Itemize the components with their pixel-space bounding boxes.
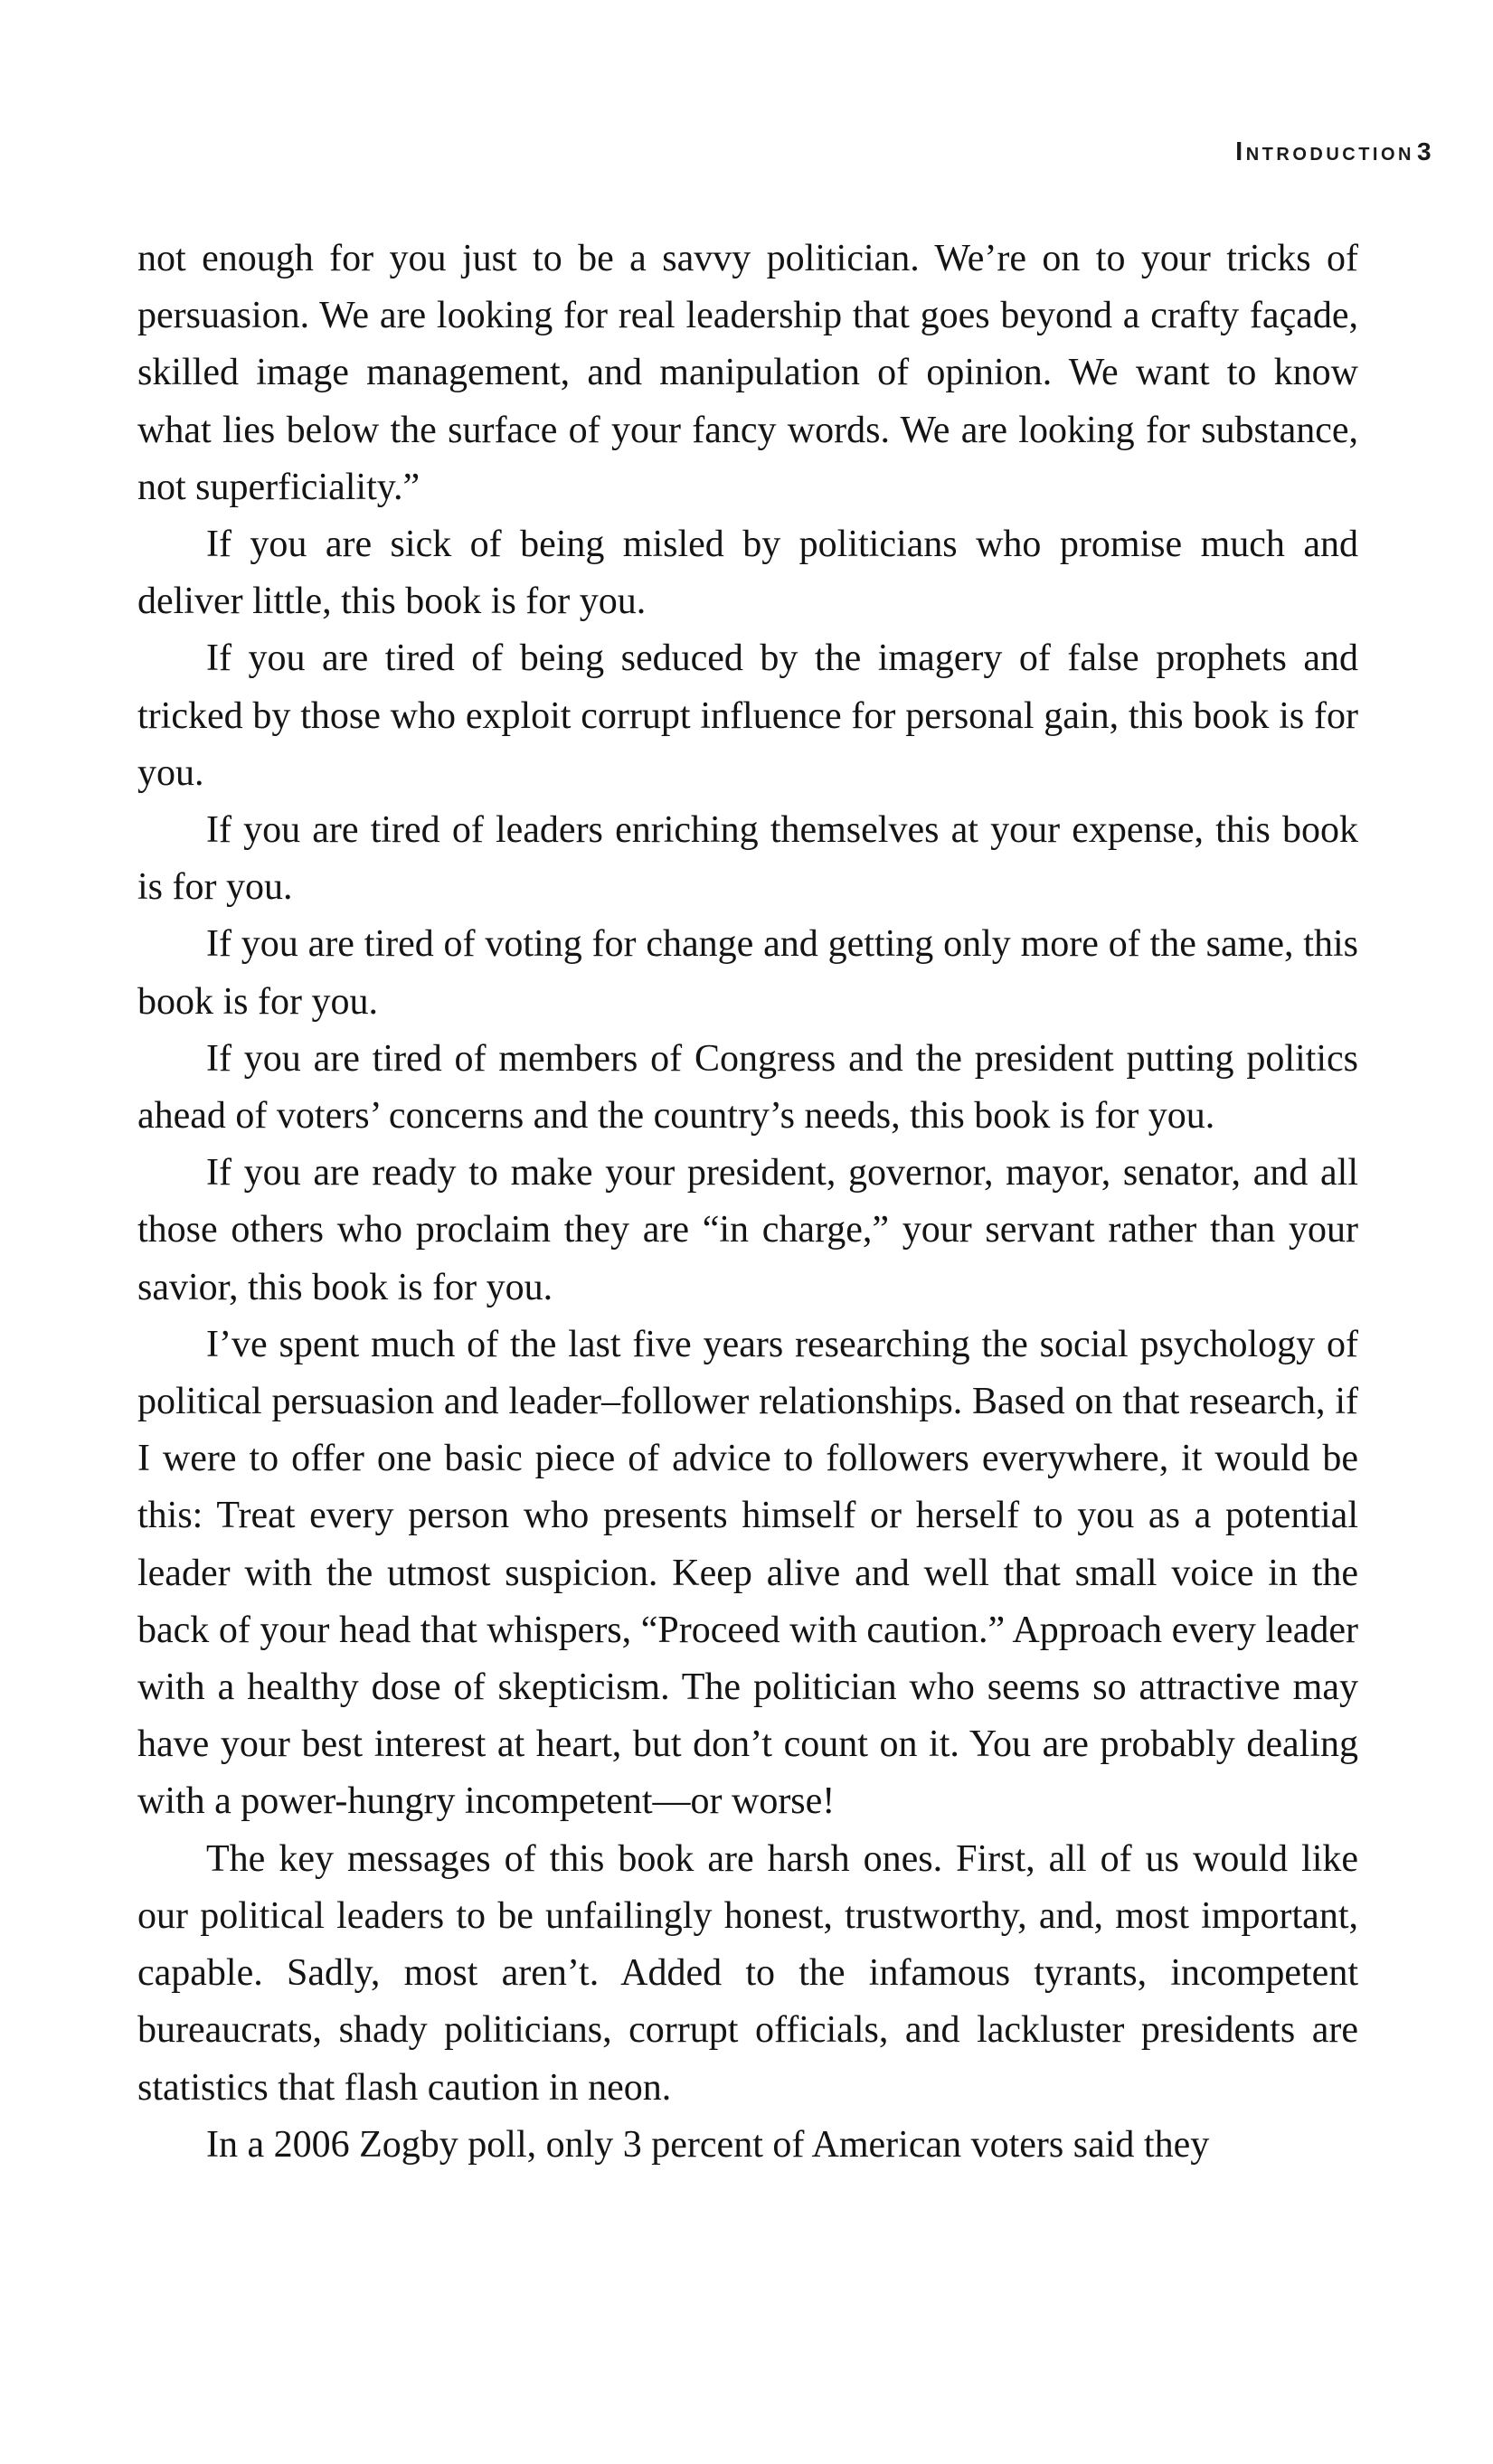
paragraph-continuation: not enough for you just to be a savvy politician. We’re on to your tricks of persuasion. We are looking for real leadership that goes beyond a crafty façade, skilled image management, and manipulation of opinion. We want to know what lies below the surface of your fancy words. We are looking for substance, not superficiality.” [137,238,1358,508]
running-title: Introduction [1235,137,1414,166]
paragraph: If you are tired of being seduced by the imagery of false prophets and tricked by those who exploit corrupt influence for personal gain, this book is for you. [137,637,1358,794]
running-head [137,137,1414,170]
paragraph: If you are sick of being misled by politicians who promise much and deliver little, this book is for you. [137,524,1358,623]
paragraph-continues: In a 2006 Zogby poll, only 3 percent of American voters said they [206,2123,1210,2166]
paragraph: If you are tired of voting for change and getting only more of the same, this book is for you. [137,923,1358,1023]
body-text [137,231,1358,2174]
paragraph: The key messages of this book are harsh ones. First, all of us would like our political leaders to be unfailingly honest, trustworthy, and, most important, capable. Sadly, most aren’t. Added to the infamous tyrants, incompetent bureaucrats, shady politicians, corrupt officials, and lackluster presidents are statistics that flash caution in neon. [137,1837,1358,2109]
paragraph: If you are tired of members of Congress and the president putting politics ahead of voters’ concerns and the country’s needs, this book is for you. [137,1037,1358,1138]
paragraph: If you are ready to make your president, governor, mayor, senator, and all those others who proclaim they are “in charge,” your servant rather than your savior, this book is for you. [137,1152,1358,1308]
paragraph: If you are tired of leaders enriching themselves at your expense, this book is for you. [137,809,1358,909]
paragraph: I’ve spent much of the last five years researching the social psychology of political persuasion and leader–follower relationships. Based on that research, if I were to offer one basic piece of advice to followers everywhere, it would be this: Treat every person who presents himself or herself to you as a potential leader with the utmost suspicion. Keep alive and well that small voice in the back of your head that whispers, “Proceed with caution.” Approach every leader with a healthy dose of skepticism. The politician who seems so attractive may have your best interest at heart, but don’t count on it. You are probably dealing with a power-hungry incompetent—or worse! [137,1323,1358,1823]
page-number: 3 [1417,137,1432,165]
